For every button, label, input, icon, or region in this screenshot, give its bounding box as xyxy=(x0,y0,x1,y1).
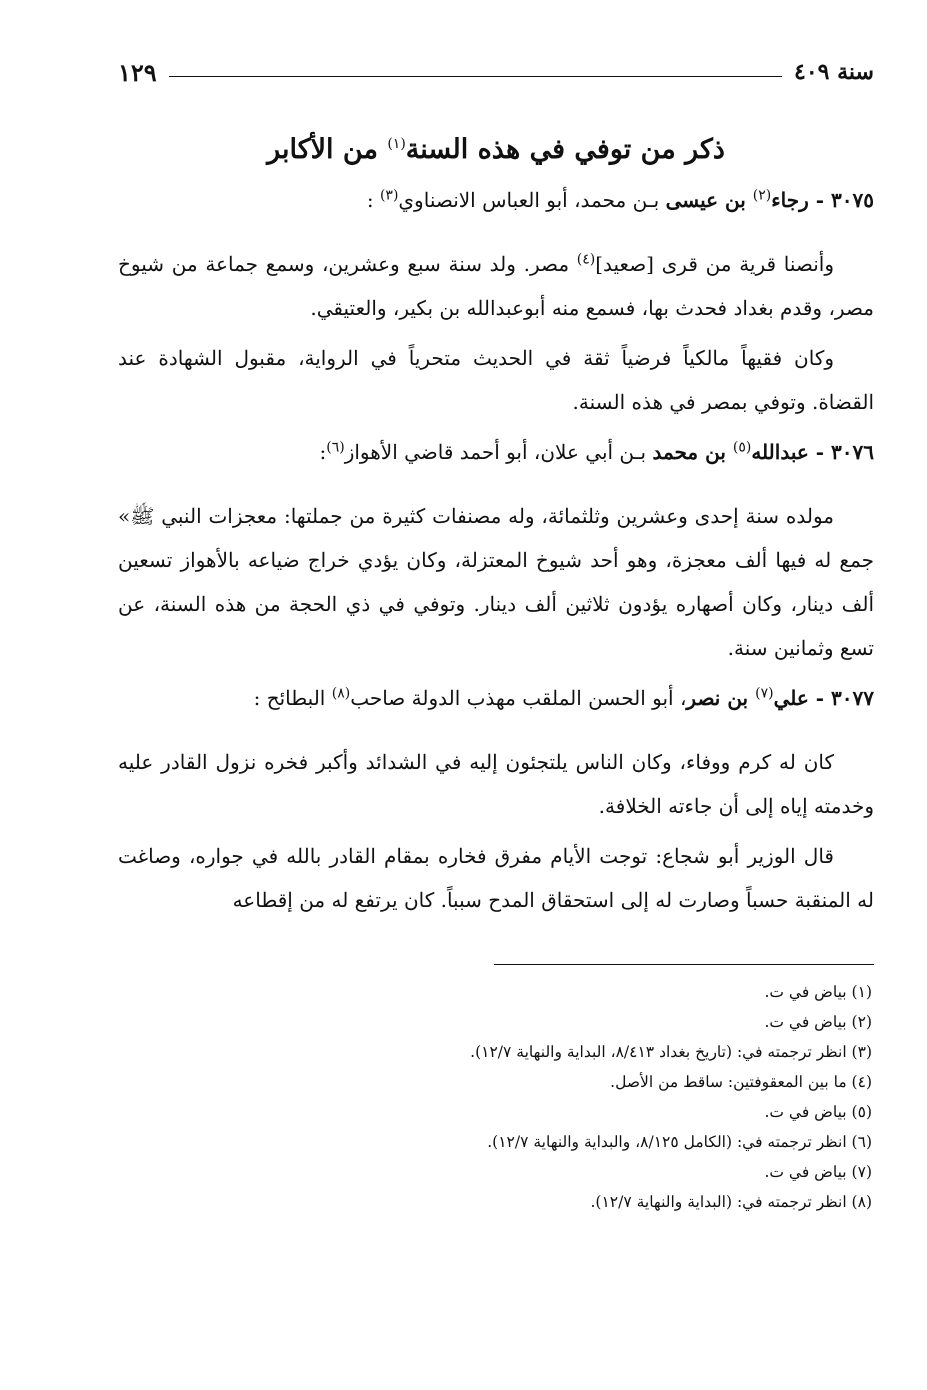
entry-name-a: رجاء xyxy=(771,188,809,212)
footnote-item: (٦) انظر ترجمته في: (الكامل ٨/١٢٥، والبداية والنهاية ١٢/٧). xyxy=(487,1133,872,1151)
entry-note-a: (٥) xyxy=(732,439,752,456)
footnote-item: (٥) بياض في ت. xyxy=(764,1103,872,1121)
entry-number: ٣٠٧٧ - xyxy=(808,686,874,710)
entry-name-a: علي xyxy=(773,686,809,710)
footnote-item: (١) بياض في ت. xyxy=(764,983,872,1001)
entry-name-b: بن نصر xyxy=(686,686,756,710)
title-text-after: من الأكابر xyxy=(267,134,388,165)
entry-paragraph xyxy=(118,336,874,424)
entry-heading xyxy=(118,178,874,222)
footnote-separator xyxy=(494,964,874,965)
paragraph-text: مصر. ولد سنة سبع وعشرين، وسمع جماعة من شيوخ مصر، وقدم بغداد فحدث بها، فسمع منه أبوعبدالله بن بكير، والعتيقي. xyxy=(118,252,874,320)
paragraph-text: كان له كرم ووفاء، وكان الناس يلتجئون إليه في الشدائد وأكبر فخره نزول القادر عليه وخدمته إياه إلى أن جاءته الخلافة. xyxy=(118,750,874,818)
entry-number: ٣٠٧٦ - xyxy=(808,440,874,464)
entry-paragraph xyxy=(118,740,874,828)
paragraph-text: قال الوزير أبو شجاع: توجت الأيام مفرق فخاره بمقام القادر بالله في جواره، وصاغت له المنقبة حسباً وصارت له إلى استحقاق المدح سبباً. كان يرتفع له من إقطاعه xyxy=(118,844,874,912)
entry-paragraphs xyxy=(118,740,874,922)
entry-rest: بـن أبي علان، أبو أحمد قاضي الأهواز xyxy=(344,440,653,464)
entry-paragraph xyxy=(118,242,874,330)
entry-name-b: بن عيسى xyxy=(665,188,753,212)
entry-note-b: (٣) xyxy=(379,187,399,204)
entry-paragraph xyxy=(118,834,874,922)
entry-note-b: (٨) xyxy=(331,685,351,702)
entry-rest: ، أبو الحسن الملقب مهذب الدولة صاحب xyxy=(350,686,687,710)
entry-name-a: عبدالله xyxy=(751,440,809,464)
header-rule xyxy=(169,76,782,77)
biography-entry xyxy=(118,178,874,424)
book-page xyxy=(118,52,874,1217)
footnote-item: (٨) انظر ترجمته في: (البداية والنهاية ١٢/٧). xyxy=(590,1193,872,1211)
entry-paragraphs xyxy=(118,494,874,670)
paragraph-text: وكان فقيهاً مالكياً فرضياً ثقة في الحديث متحرياً في الرواية، مقبول الشهادة عند القضاة. وتوفي بمصر في هذه السنة. xyxy=(118,346,874,414)
entry-heading xyxy=(118,430,874,474)
biography-entry xyxy=(118,430,874,670)
paragraph-text: مولده سنة إحدى وعشرين وثلثمائة، وله مصنفات كثيرة من جملتها: معجزات النبي ﷺ» جمع له فيها ألف معجزة، وهو أحد شيوخ المعتزلة، وكان يؤدي خراج ضياعه بالأهواز تسعين ألف دينار، وكان أصهاره يؤدون ثلاثين ألف دينار. وتوفي في ذي الحجة من هذه السنة، عن تسع وثمانين سنة. xyxy=(118,504,875,660)
paragraph-text: وأنصنا قرية من قرى [صعيد] xyxy=(595,252,835,276)
entry-note-a: (٧) xyxy=(755,685,774,702)
entry-note-a: (٢) xyxy=(752,187,772,204)
page-number: ١٢٩ xyxy=(118,57,157,87)
footnote-item: (٣) انظر ترجمته في: (تاريخ بغداد ٨/٤١٣، البداية والنهاية ١٢/٧). xyxy=(470,1043,872,1061)
header-year: سنة ٤٠٩ xyxy=(794,59,874,85)
entry-tail: : xyxy=(319,440,327,464)
entry-paragraphs xyxy=(118,242,874,424)
entry-rest: بـن محمد، أبو العباس الانصناوي xyxy=(398,188,666,212)
footnote-item: (٧) بياض في ت. xyxy=(764,1163,872,1181)
biography-entry xyxy=(118,676,874,922)
entry-tail: البطائح : xyxy=(253,686,332,710)
entry-tail: : xyxy=(366,188,380,212)
footnote-item: (٢) بياض في ت. xyxy=(764,1013,872,1031)
title-text-before: ذكر من توفي في هذه السنة xyxy=(405,134,725,165)
section-title xyxy=(118,128,874,172)
footnotes xyxy=(118,977,874,1217)
footnote-ref: (٤) xyxy=(576,251,596,268)
entry-note-b: (٦) xyxy=(326,439,345,456)
entries-container xyxy=(118,178,874,922)
entry-number: ٣٠٧٥ - xyxy=(808,188,874,212)
title-note-ref: (١) xyxy=(387,136,406,152)
running-header xyxy=(118,52,874,92)
entry-paragraph xyxy=(118,494,874,670)
footnote-item: (٤) ما بين المعقوفتين: ساقط من الأصل. xyxy=(610,1073,872,1091)
entry-name-b: بن محمد xyxy=(652,440,733,464)
entry-heading xyxy=(118,676,874,720)
